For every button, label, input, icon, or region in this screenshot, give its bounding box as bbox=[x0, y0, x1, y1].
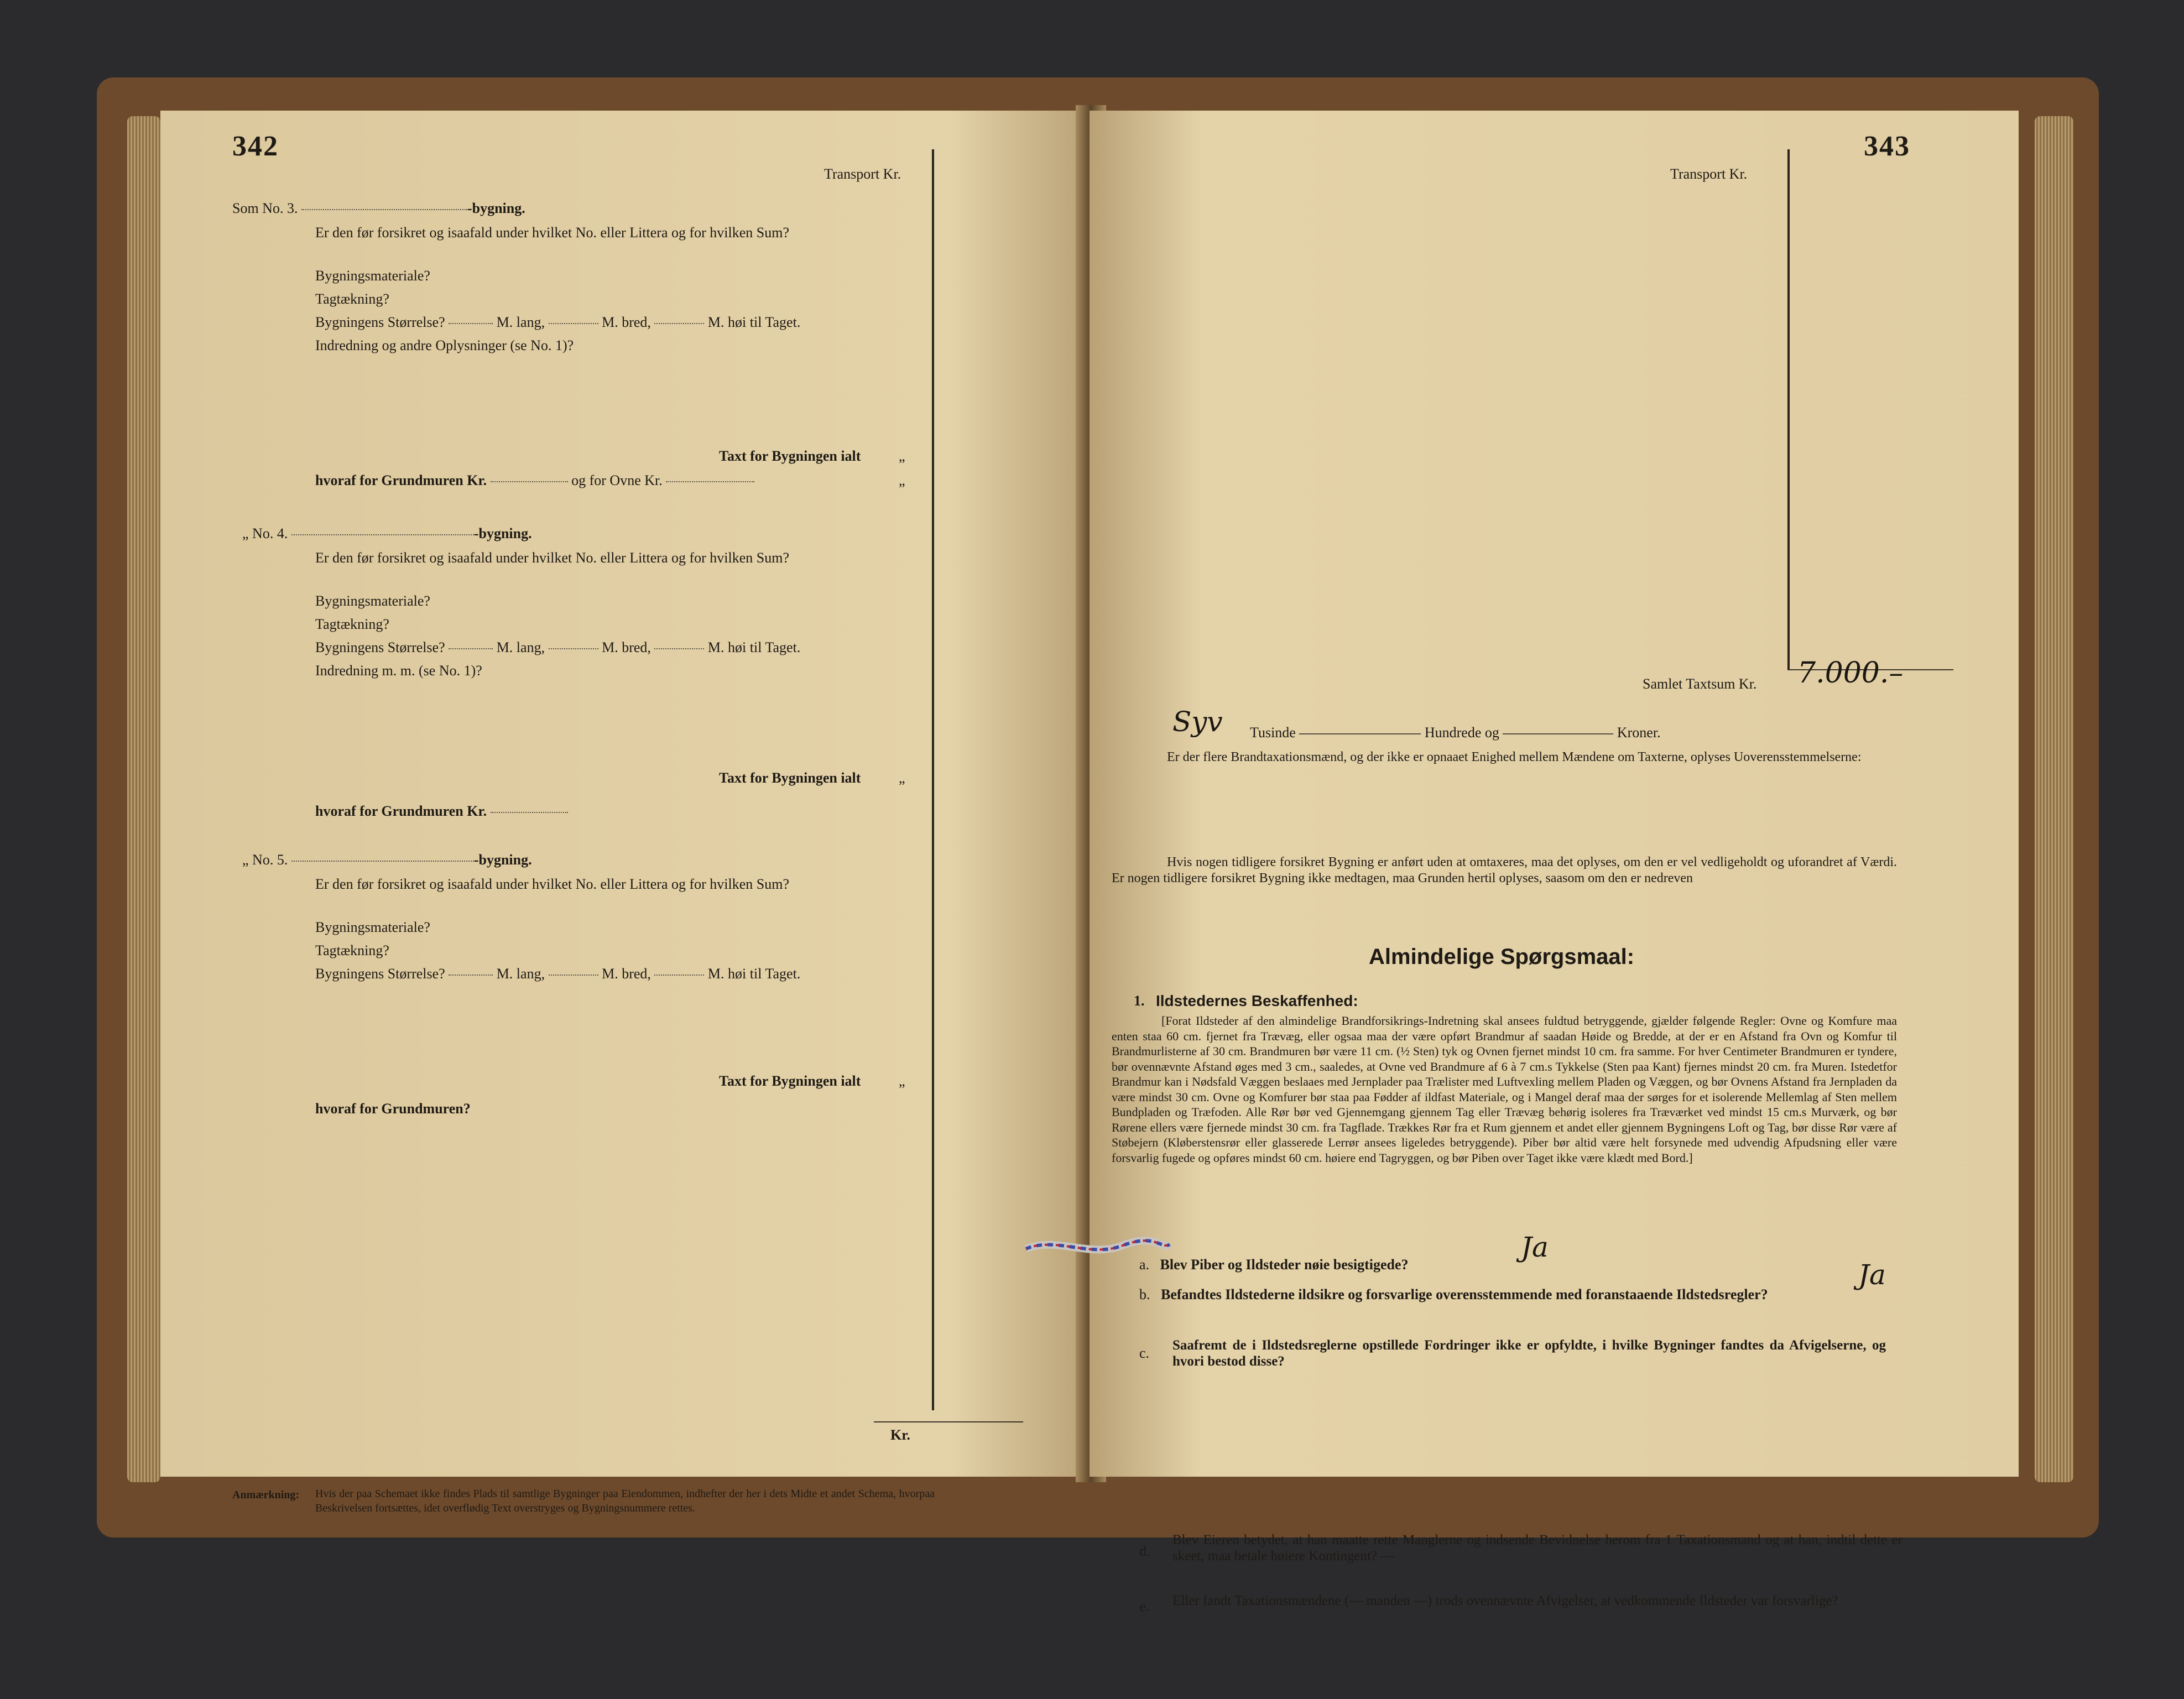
total-underline bbox=[874, 1421, 1023, 1422]
page-number: 343 bbox=[1864, 131, 1910, 162]
section-3-materiale: Bygningsmateriale? bbox=[315, 268, 430, 284]
section-3-tag: Tagtækning? bbox=[315, 291, 389, 307]
question-c-text: Saafremt de i Ildstedsreglerne opstillede Fordringer ikke er opfyldte, i hvilke Bygninger fandtes da Afvigelserne, og hvori bestod disse? bbox=[1172, 1338, 1886, 1369]
quote-mark: „ bbox=[899, 770, 905, 786]
section-3-taxt: Taxt for Bygningen ialt bbox=[719, 448, 861, 464]
quote-mark: „ bbox=[899, 448, 905, 464]
left-page bbox=[160, 111, 1090, 1514]
question-d-letter: d. bbox=[1139, 1543, 1150, 1559]
page-number: 342 bbox=[232, 131, 279, 162]
note-label: Anmærkning: bbox=[232, 1489, 300, 1501]
section-5-materiale: Bygningsmateriale? bbox=[315, 919, 430, 935]
amount-column-line bbox=[932, 149, 934, 1410]
section-5-header: „ No. 5. -bygning. bbox=[242, 852, 532, 868]
q1-number: 1. bbox=[1134, 993, 1145, 1009]
note-text: Hvis der paa Schemaet ikke findes Plads til samtlige Bygninger paa Eiendommen, indhefter der her i dets Midte et andet Schema, hvorpaa Beskrivelsen fortsættes, idet overflødig Text overstryges og Bygningsnummere rettes. bbox=[315, 1488, 935, 1514]
right-page bbox=[1090, 111, 2019, 1614]
amount-column-line bbox=[1787, 149, 1790, 669]
section-5-hvoraf: hvoraf for Grundmuren? bbox=[315, 1101, 471, 1117]
quote-mark: „ bbox=[899, 1073, 905, 1089]
section-4-materiale: Bygningsmateriale? bbox=[315, 593, 430, 609]
section-5-question: Er den før forsikret og isaafald under hvilket No. eller Littera og for hvilken Sum? bbox=[315, 876, 790, 892]
page-edges-left bbox=[127, 116, 160, 1482]
question-e-letter: e. bbox=[1139, 1598, 1150, 1614]
question-c-letter: c. bbox=[1139, 1345, 1150, 1361]
general-questions-heading: Almindelige Spørgsmaal: bbox=[1369, 945, 1635, 969]
section-4-tag: Tagtækning? bbox=[315, 616, 389, 632]
question-a: a. Blev Piber og Ildsteder nøie besigtigede? bbox=[1139, 1257, 1409, 1273]
question-e-text: Eller fandt Taxationsmændene (— manden —) trods ovennævnte Afvigelser, at vedkommende Ildsteder var forsvarlige? bbox=[1172, 1593, 1838, 1608]
section-4-indredning: Indredning m. m. (se No. 1)? bbox=[315, 663, 482, 679]
section-3-question: Er den før forsikret og isaafald under hvilket No. eller Littera og for hvilken Sum? bbox=[315, 225, 790, 241]
amount-words-line: Tusinde Hundrede og Kroner. bbox=[1250, 725, 1661, 741]
samlet-taxtsum-value: 7.000.– bbox=[1797, 656, 1904, 690]
answer-a-handwritten: Ja bbox=[1521, 1231, 1549, 1263]
total-kr-label: Kr. bbox=[890, 1427, 910, 1443]
binding-thread-icon bbox=[1023, 1233, 1172, 1261]
tusinde-handwritten: Syv bbox=[1172, 706, 1223, 738]
q1-title: Ildstedernes Beskaffenhed: bbox=[1156, 992, 1358, 1009]
question-b: b. Befandtes Ildstederne ildsikre og forsvarlige overensstemmende med foranstaaende Ildstedsregler? bbox=[1139, 1286, 1768, 1302]
section-3-hvoraf: hvoraf for Grundmuren Kr. og for Ovne Kr. bbox=[315, 472, 754, 489]
transport-label: Transport Kr. bbox=[824, 166, 901, 182]
hvis-text: Hvis nogen tidligere forsikret Bygning er anført uden at omtaxeres, maa det oplyses, om den er vel vedligeholdt og uforandret af Værdi. Er nogen tidligere forsikret Bygning ikke medtagen, maa Grunden hertil oplyses, saasom om den er nedreven bbox=[1112, 855, 1897, 885]
section-5-size: Bygningens Størrelse? M. lang, M. bred, M. høi til Taget. bbox=[315, 966, 801, 982]
samlet-taxtsum-label: Samlet Taxtsum Kr. bbox=[1643, 676, 1757, 692]
section-4-size: Bygningens Størrelse? M. lang, M. bred, M. høi til Taget. bbox=[315, 639, 801, 655]
section-4-taxt: Taxt for Bygningen ialt bbox=[719, 770, 861, 786]
question-d-text: Blev Eieren betydet, at han maatte rette Manglerne og indsende Bevidnelse herom fra 1 Taxationsmand og at han, indtil dette er skeet, maa betale høiere Kontingent? — bbox=[1172, 1533, 1902, 1564]
section-4-hvoraf: hvoraf for Grundmuren Kr. bbox=[315, 803, 568, 820]
section-4-header: „ No. 4. -bygning. bbox=[242, 525, 532, 541]
section-3-header: Som No. 3. -bygning. bbox=[232, 200, 525, 216]
page-edges-right bbox=[2035, 116, 2073, 1482]
answer-b-handwritten: Ja bbox=[1858, 1259, 1886, 1291]
section-5-tag: Tagtækning? bbox=[315, 942, 389, 958]
section-4-question: Er den før forsikret og isaafald under hvilket No. eller Littera og for hvilken Sum? bbox=[315, 550, 790, 566]
transport-label: Transport Kr. bbox=[1670, 166, 1748, 182]
quote-mark: „ bbox=[899, 472, 905, 488]
ildsted-regler-text: [Forat Ildsteder af den almindelige Brandforsikrings-Indretning skal ansees fuldtud betryggende, gjælder følgende Regler: Ovne og Komfure maa enten staa 60 cm. fjernet fra Trævæg, eller ogsaa maa der være opført Brandmur af saadan Høide og Bredde, at der er en Afstand fra Ovn og Komfur til Brandmurlisterne af 30 cm. Brandmuren bør være 11 cm. (½ Sten) tyk og Ovnen fjernet mindst 10 cm. fra samme. For hver Centimeter Brandmuren er tyndere, bør ovennævnte Afstand øges med 3 cm., saaledes, at Ovne ved Brandmure af 6 à 7 cm.s Tykkelse (Sten paa Kant) fjernes mindst 20 cm. fra Muren. Istedetfor Brandmur kan i Nødsfald Væggen beslaaes med Jernplader paa Trælister med Luftvexling mellem Pladen og Væggen, og bør Ovnens Afstand fra Jernpladen da være mindst 30 cm. Ovne og Komfurer bør staa paa Fødder af ildfast Materiale, og i Mangel deraf maa der sørges for et isolerende Mellemlag af Sten mellem Bundpladen og Træfoden. Alle Rør bør ved Gjennemgang gjennem Tag eller Trævæg behørig isoleres fra Træværket ved mindst 15 cm.s Murværk, og bør Rørene ellers være fjernede mindst 30 cm. fra Tagflade. Trækkes Rør fra et Rum gjennem et andet eller gjennem Bygningens Loft og Tag, bør disse Rør være af Støbejern (Kløberstensrør eller glasserede Lerrør ansees ligeledes betryggende). Piber bør altid være helt forsynede med udvendig Afpudsning eller være forsvarlig fugede og opføres mindst 60 cm. høiere end Tagryggen, og bør Piben over Taget ikke være klædt med Bord.] bbox=[1112, 1014, 1897, 1165]
flere-text: Er der flere Brandtaxationsmænd, og der ikke er opnaaet Enighed mellem Mændene om Taxterne, oplyses Uoverensstemmelserne: bbox=[1167, 750, 1862, 764]
section-5-taxt: Taxt for Bygningen ialt bbox=[719, 1073, 861, 1089]
section-3-size: Bygningens Størrelse? M. lang, M. bred, M. høi til Taget. bbox=[315, 314, 801, 330]
section-3-indredning: Indredning og andre Oplysninger (se No. 1)? bbox=[315, 337, 574, 353]
